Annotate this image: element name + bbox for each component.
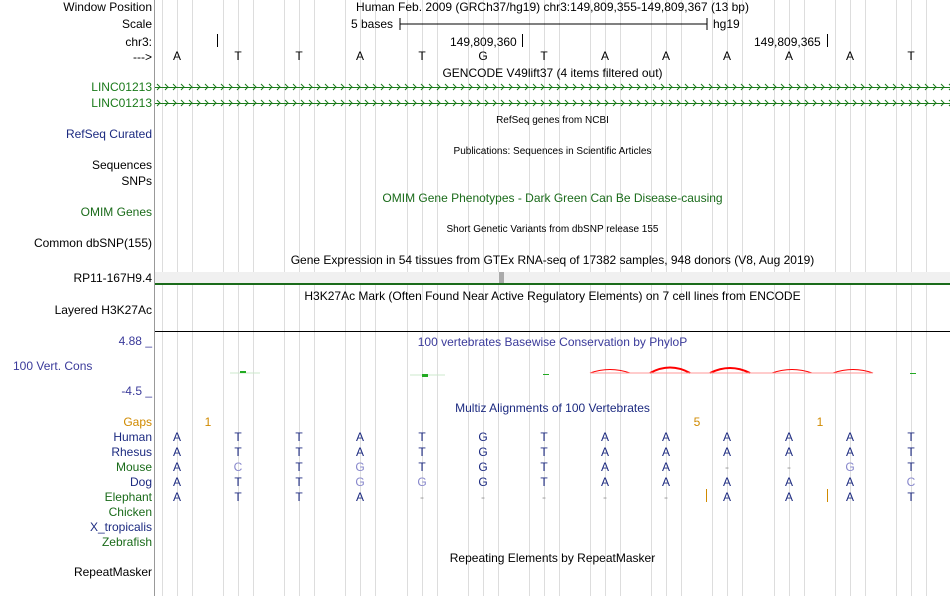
aligned-base: T <box>234 430 242 444</box>
aligned-base: - <box>481 490 485 504</box>
aligned-base: A <box>661 460 670 474</box>
species-label[interactable]: Zebrafish <box>101 535 152 549</box>
h3k27ac-title: H3K27Ac Mark (Often Found Near Active Regulatory Elements) on 7 cell lines from ENCODE <box>304 289 801 303</box>
aligned-base: T <box>295 445 303 459</box>
coord-tick <box>217 34 218 47</box>
aligned-base: A <box>784 430 793 444</box>
aligned-base: A <box>845 475 854 489</box>
aligned-base: G <box>355 460 365 474</box>
aligned-base: A <box>661 430 670 444</box>
window-position-value: Human Feb. 2009 (GRCh37/hg19) chr3:149,809,355-149,809,367 (13 bp) <box>356 0 749 14</box>
repeatmasker-title: Repeating Elements by RepeatMasker <box>449 551 656 565</box>
reference-base: T <box>907 49 915 63</box>
coord-tick <box>827 34 828 47</box>
aligned-base: T <box>418 445 426 459</box>
gencode-title: GENCODE V49lift37 (4 items filtered out) <box>442 66 663 80</box>
scale-label: Scale <box>121 17 152 31</box>
snps-track-label[interactable]: SNPs <box>121 174 152 188</box>
aligned-base: G <box>845 460 855 474</box>
aligned-base: A <box>600 445 609 459</box>
reference-base: A <box>355 49 364 63</box>
gap-count: 1 <box>816 415 824 429</box>
aligned-base: A <box>172 430 181 444</box>
gap-count: 1 <box>204 415 212 429</box>
aligned-base: T <box>907 430 915 444</box>
aligned-base: A <box>845 430 854 444</box>
aligned-base: T <box>418 430 426 444</box>
reference-base: A <box>722 49 731 63</box>
multiz-title: Multiz Alignments of 100 Vertebrates <box>455 401 650 415</box>
gene-label-1[interactable]: LINC01213 <box>91 80 152 94</box>
aligned-base: T <box>418 460 426 474</box>
aligned-base: G <box>478 445 488 459</box>
scale-text: 5 bases <box>351 17 394 31</box>
aligned-base: T <box>540 430 548 444</box>
genome-browser-image[interactable] <box>155 0 950 596</box>
aligned-base: A <box>722 475 731 489</box>
reference-base: G <box>478 49 488 63</box>
gtex-gene-label[interactable]: RP11-167H9.4 <box>73 271 152 285</box>
species-label[interactable]: Human <box>113 430 152 444</box>
gene-label-2[interactable]: LINC01213 <box>91 96 152 110</box>
reference-base: T <box>418 49 426 63</box>
phylop-max-label: 4.88 _ <box>118 334 152 348</box>
gap-count: 5 <box>693 415 701 429</box>
gap-marker <box>706 489 707 502</box>
aligned-base: - <box>664 490 668 504</box>
aligned-base: T <box>234 475 242 489</box>
dbsnp-title: Short Genetic Variants from dbSNP release 155 <box>446 224 659 235</box>
coord-tick <box>522 34 523 47</box>
aligned-base: A <box>845 445 854 459</box>
aligned-base: A <box>355 490 364 504</box>
sequences-title: Publications: Sequences in Scientific Articles <box>453 146 652 157</box>
gene-strand-arrows <box>155 82 950 108</box>
aligned-base: T <box>540 445 548 459</box>
aligned-base: T <box>295 475 303 489</box>
aligned-base: - <box>542 490 546 504</box>
aligned-base: A <box>172 475 181 489</box>
scale-db: hg19 <box>713 17 740 31</box>
reference-base: A <box>845 49 854 63</box>
gaps-label: Gaps <box>123 415 152 429</box>
aligned-base: T <box>540 475 548 489</box>
aligned-base: A <box>172 460 181 474</box>
coord-label-2: 149,809,365 <box>754 35 821 49</box>
omim-track-label[interactable]: OMIM Genes <box>80 205 152 219</box>
aligned-base: A <box>600 430 609 444</box>
aligned-base: G <box>355 475 365 489</box>
reference-base: T <box>295 49 303 63</box>
gtex-gene-region <box>155 272 950 283</box>
gtex-gene-marker[interactable] <box>499 272 504 283</box>
aligned-base: A <box>661 475 670 489</box>
aligned-base: T <box>907 460 915 474</box>
sequences-track-label[interactable]: Sequences <box>91 158 152 172</box>
aligned-base: A <box>355 445 364 459</box>
aligned-base: - <box>420 490 424 504</box>
aligned-base: T <box>907 445 915 459</box>
aligned-base: - <box>787 460 791 474</box>
aligned-base: C <box>233 460 243 474</box>
aligned-base: A <box>722 445 731 459</box>
track-label-column <box>0 0 154 596</box>
aligned-base: A <box>722 430 731 444</box>
aligned-base: T <box>295 430 303 444</box>
aligned-base: - <box>725 460 729 474</box>
gap-marker <box>827 489 828 502</box>
aligned-base: T <box>234 445 242 459</box>
species-label[interactable]: X_tropicalis <box>89 520 152 534</box>
reference-base: A <box>600 49 609 63</box>
reference-base: A <box>784 49 793 63</box>
phylop-title: 100 vertebrates Basewise Conservation by PhyloP <box>417 335 688 349</box>
aligned-base: A <box>784 475 793 489</box>
aligned-base: G <box>478 475 488 489</box>
aligned-base: A <box>172 490 181 504</box>
omim-title: OMIM Gene Phenotypes - Dark Green Can Be Disease-causing <box>382 191 723 205</box>
aligned-base: G <box>417 475 427 489</box>
phylop-min-label: -4.5 _ <box>121 384 152 398</box>
reference-base: A <box>172 49 181 63</box>
aligned-base: A <box>722 490 731 504</box>
species-label[interactable]: Chicken <box>108 505 152 519</box>
chr-label: chr3: <box>125 35 152 49</box>
species-label[interactable]: Mouse <box>115 460 152 474</box>
repeatmasker-track-label[interactable]: RepeatMasker <box>73 565 152 579</box>
aligned-base: T <box>234 490 242 504</box>
strand-toggle[interactable]: ---> <box>133 50 152 64</box>
aligned-base: A <box>600 460 609 474</box>
scale-bar <box>399 16 715 32</box>
aligned-base: A <box>172 445 181 459</box>
coord-label-1: 149,809,360 <box>450 35 517 49</box>
window-position-label: Window Position <box>63 0 152 14</box>
gtex-title: Gene Expression in 54 tissues from GTEx RNA-seq of 17382 samples, 948 donors (V8, Aug 2019) <box>290 253 815 267</box>
aligned-base: A <box>845 490 854 504</box>
aligned-base: T <box>295 490 303 504</box>
species-label[interactable]: Dog <box>129 475 152 489</box>
phylop-track-label[interactable]: 100 Vert. Cons <box>13 359 93 373</box>
reference-base: A <box>661 49 670 63</box>
gtex-separator <box>155 283 950 285</box>
reference-base: T <box>540 49 548 63</box>
aligned-base: C <box>906 475 916 489</box>
species-label[interactable]: Elephant <box>104 490 152 504</box>
aligned-base: T <box>295 460 303 474</box>
aligned-base: G <box>478 430 488 444</box>
h3k27ac-baseline <box>155 331 950 332</box>
aligned-base: A <box>661 445 670 459</box>
h3k27ac-track-label[interactable]: Layered H3K27Ac <box>54 303 152 317</box>
aligned-base: T <box>907 490 915 504</box>
aligned-base: A <box>784 490 793 504</box>
phylop-graph <box>155 360 950 380</box>
aligned-base: A <box>600 475 609 489</box>
aligned-base: A <box>355 430 364 444</box>
aligned-base: A <box>784 445 793 459</box>
dbsnp-track-label[interactable]: Common dbSNP(155) <box>33 236 152 250</box>
refseq-track-label[interactable]: RefSeq Curated <box>65 127 152 141</box>
aligned-base: G <box>478 460 488 474</box>
aligned-base: - <box>603 490 607 504</box>
refseq-title: RefSeq genes from NCBI <box>496 115 609 126</box>
reference-base: T <box>234 49 242 63</box>
aligned-base: T <box>540 460 548 474</box>
species-label[interactable]: Rhesus <box>111 445 152 459</box>
